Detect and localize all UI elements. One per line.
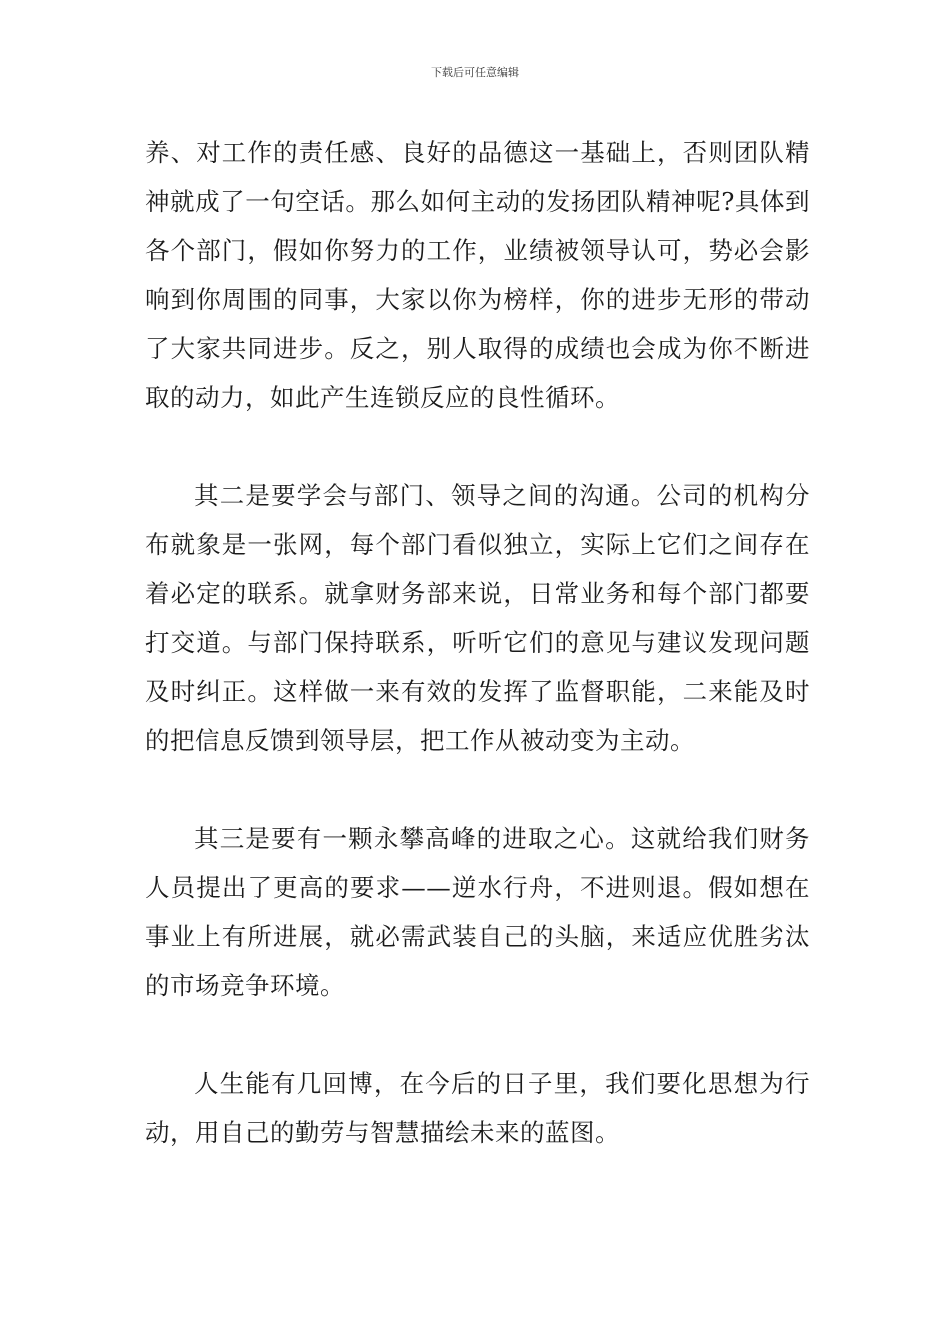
page-header-note: 下载后可任意编辑 bbox=[431, 66, 519, 79]
paragraph-gap bbox=[145, 765, 810, 814]
document-body bbox=[145, 128, 810, 1157]
paragraph-4: 人生能有几回博，在今后的日子里，我们要化思想为行动，用自己的勤劳与智慧描绘未来的蓝图。 bbox=[145, 1069, 810, 1147]
paragraph-2: 其二是要学会与部门、领导之间的沟通。公司的机构分布就象是一张网，每个部门看似独立，实际上它们之间存在着必定的联系。就拿财务部来说，日常业务和每个部门都要打交道。与部门保持联系，听听它们的意见与建议发现问题及时纠正。这样做一来有效的发挥了监督职能，二来能及时的把信息反馈到领导层，把工作从被动变为主动。 bbox=[145, 481, 810, 755]
paragraph-gap bbox=[145, 422, 810, 471]
paragraph-1: 养、对工作的责任感、良好的品德这一基础上，否则团队精神就成了一句空话。那么如何主动的发扬团队精神呢?具体到各个部门，假如你努力的工作，业绩被领导认可，势必会影响到你周围的同事，大家以你为榜样，你的进步无形的带动了大家共同进步。反之，别人取得的成绩也会成为你不断进取的动力，如此产生连锁反应的良性循环。 bbox=[145, 138, 810, 412]
paragraph-3: 其三是要有一颗永攀高峰的进取之心。这就给我们财务人员提出了更高的要求——逆水行舟，不进则退。假如想在事业上有所进展，就必需武装自己的头脑，来适应优胜劣汰的市场竞争环境。 bbox=[145, 824, 810, 1000]
paragraph-gap bbox=[145, 1010, 810, 1059]
